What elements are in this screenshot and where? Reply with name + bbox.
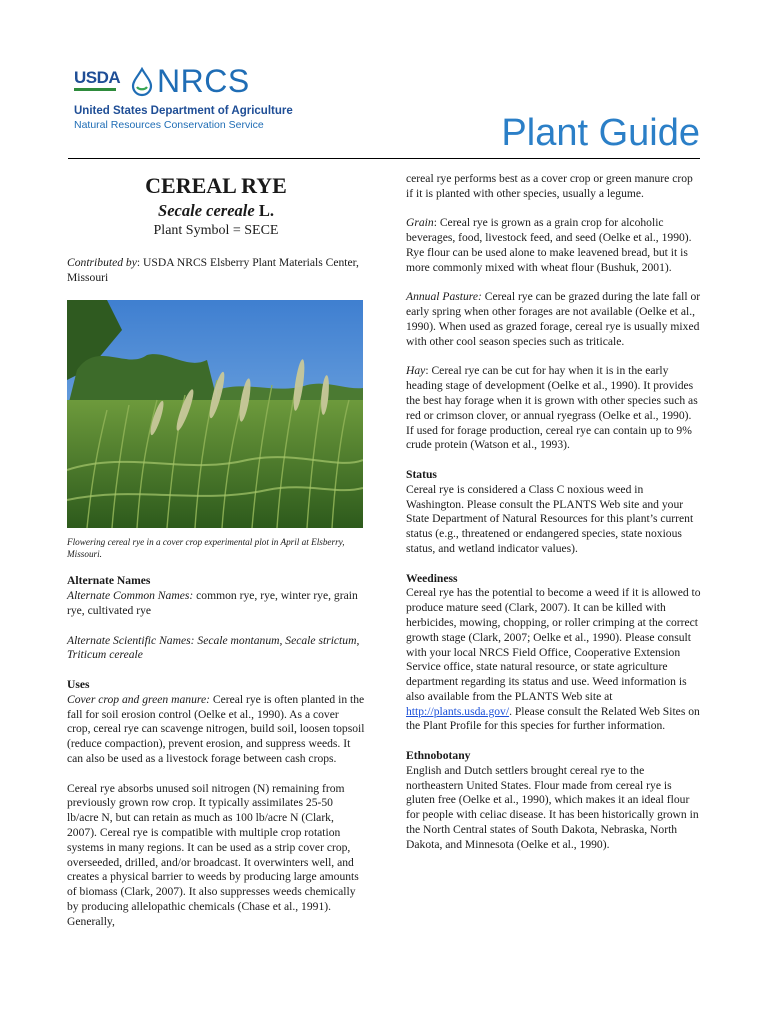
status-heading: Status bbox=[406, 467, 437, 481]
plant-scientific-name bbox=[67, 200, 365, 222]
nrcs-logo-text: NRCS bbox=[157, 63, 250, 99]
alternate-common-names bbox=[67, 589, 365, 619]
alternate-common-names-label: Alternate Common Names: bbox=[67, 589, 194, 603]
pasture-text: Cereal rye can be grazed during the late fall or early spring when other forages are not available (Oelke et al., 1990). When used as grazed forage, cereal rye is usually mixed with other cool season species such as triticale. bbox=[406, 290, 701, 348]
contributed-by bbox=[67, 256, 365, 286]
plant-guide-title: Plant Guide bbox=[501, 112, 700, 154]
weediness-heading: Weediness bbox=[406, 571, 458, 585]
usda-logo-text: USDA bbox=[74, 68, 121, 87]
alternate-scientific-names bbox=[67, 634, 365, 664]
cover-crop-continued: cereal rye performs best as a cover crop or green manure crop if it is planted with other species, usually a legume. bbox=[406, 172, 693, 200]
alternate-scientific-names-label: Alternate Scientific Names: bbox=[67, 633, 195, 647]
plant-common-name: CEREAL RYE bbox=[145, 173, 287, 198]
alternate-scientific-names-text: Secale montanum, Secale strictum, Triticum cereale bbox=[67, 633, 360, 662]
left-column bbox=[67, 172, 365, 944]
contributed-by-text: : USDA NRCS Elsberry Plant Materials Center, Missouri bbox=[67, 256, 359, 284]
cover-crop-text: Cereal rye is often planted in the fall for soil erosion control (Oelke et al., 1990). As a cover crop, cereal rye can scavenge nitrogen, build soil, loosen topsoil (reduce compaction), prevent erosion, and suppress weeds. It can also be used as a livestock forage between cash crops. bbox=[67, 692, 365, 765]
right-column bbox=[406, 172, 702, 867]
usda-logo-underline bbox=[74, 88, 116, 91]
cover-crop-label: Cover crop and green manure: bbox=[67, 692, 210, 706]
hay-paragraph bbox=[406, 364, 702, 453]
ethnobotany-heading: Ethnobotany bbox=[406, 749, 471, 763]
grain-paragraph bbox=[406, 216, 702, 275]
scientific-authority: L. bbox=[258, 201, 274, 220]
pasture-paragraph bbox=[406, 290, 702, 349]
nitrogen-paragraph: Cereal rye absorbs unused soil nitrogen (N) remaining from previously grown row crop. It typically assimilates 25-50 lb/acre N, but can retain as much as 100 lb/acre N (Clark, 2007). Cereal rye is compatible with multiple crop rotation systems in many regions. It can be used as a strip cover crop, overseeded, drilled, and/or broadcast. It overwinters well, and creates a physical barrier to weeds by producing large amounts of biomass (Clark, 2007). It also suppresses weeds chemically by producing allelopathic chemicals (Chase et al., 1991). Generally, bbox=[67, 781, 359, 928]
uses-heading: Uses bbox=[67, 677, 90, 691]
hay-text: : Cereal rye can be cut for hay when it is in the early heading stage of development (Oelke et al., 1990). It provides the best hay forage when it is grown with other species such as red or crimson clover, or annual ryegrass (Oelke et al., 1990). If used for forage production, cereal rye can contain up to 9% crude protein (Watson et al., 1993). bbox=[406, 364, 698, 452]
department-name: United States Department of Agriculture bbox=[74, 105, 293, 117]
status-paragraph: Cereal rye is considered a Class C noxious weed in Washington. Please consult the PLANTS Web site and your State Department of Natural Resources for this plant’s current status (e.g., threatened or endangered species, state noxious status, and wetland indicator values). bbox=[406, 482, 694, 555]
water-drop-icon bbox=[128, 67, 156, 97]
service-name: Natural Resources Conservation Service bbox=[74, 119, 264, 131]
header-divider bbox=[68, 158, 700, 159]
alternate-names-heading: Alternate Names bbox=[67, 574, 151, 588]
hay-label: Hay bbox=[406, 364, 426, 378]
weediness-text-2: . Please consult the Related Web Sites on the Plant Profile for this species for further information. bbox=[406, 704, 700, 733]
plants-website-link[interactable]: http://plants.usda.gov/ bbox=[406, 704, 510, 718]
scientific-name-italic: Secale cereale bbox=[158, 201, 255, 220]
cover-crop-paragraph bbox=[67, 693, 365, 767]
ethnobotany-paragraph: English and Dutch settlers brought cereal rye to the northeastern United States. Flour made from cereal rye is gluten free (Oelke et al., 1990), which makes it an ideal flour for people with celiac disease. It has been historically grown in the North Central states of South Dakota, Nebraska, North Dakota, and Minnesota (Oelke et al., 1990). bbox=[406, 763, 699, 851]
weediness-paragraph bbox=[406, 586, 702, 734]
contributed-by-label: Contributed by bbox=[67, 256, 137, 269]
plant-symbol: Plant Symbol = SECE bbox=[153, 223, 279, 238]
photo-caption: Flowering cereal rye in a cover crop experimental plot in April at Elsberry, Missouri. bbox=[67, 536, 345, 559]
pasture-label: Annual Pasture: bbox=[406, 290, 482, 304]
grain-label: Grain bbox=[406, 216, 434, 230]
weediness-text-1: Cereal rye has the potential to become a weed if it is allowed to produce mature seed (Clark, 2007). It can be killed with herbicides, mowing, chopping, or roller crimping at the correct growth stage (Clark, 2007; Oelke et al., 1990). Please consult with your local NRCS Field Office, Cooperative Extension Service office, state natural resource, or state agriculture department regarding its status and use. Weed information is also available from the PLANTS Web site at bbox=[406, 586, 701, 703]
alternate-common-names-text: common rye, rye, winter rye, grain rye, cultivated rye bbox=[67, 589, 358, 617]
cereal-rye-photo bbox=[67, 300, 363, 528]
grain-text: : Cereal rye is grown as a grain crop for alcoholic beverages, food, livestock feed, and seed (Oelke et al., 1990). Rye flour can be used alone to make leavened bread, but it is more commonly mixed with wheat flour (Bushuk, 2001). bbox=[406, 216, 692, 274]
